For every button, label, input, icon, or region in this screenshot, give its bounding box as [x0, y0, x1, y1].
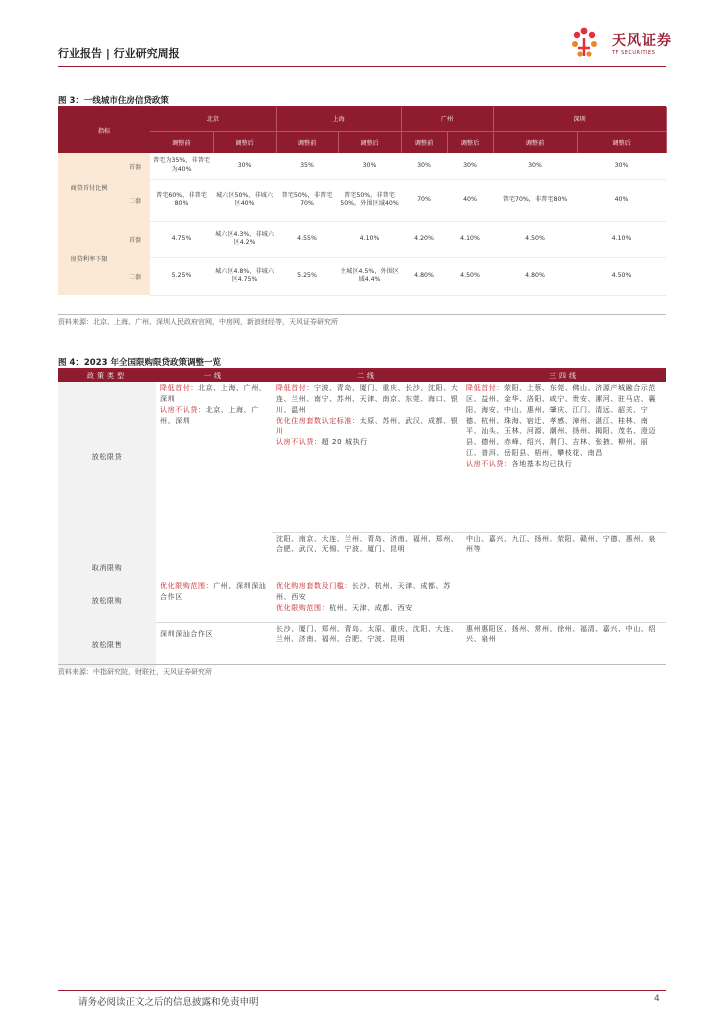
- policy-cities: 北京、上海、广州、深圳: [160, 384, 267, 403]
- table-cell: 4.50%: [447, 257, 493, 295]
- footer-divider: [58, 990, 666, 991]
- tier1-relax-loan: [156, 382, 272, 532]
- table-cell: 4.50%: [577, 257, 666, 295]
- policy-tag: 优化购房套数及门槛：: [276, 582, 352, 590]
- policy-cities: 沈阳、南京、大连、兰州、青岛、济南、福州、郑州、合肥、武汉、无锡、宁波、厦门、昆明: [276, 534, 459, 554]
- figure4-title: 图 4：2023 年全国限购限贷政策调整一览: [58, 358, 221, 368]
- policy-cities: 各地基本均已执行: [511, 459, 573, 468]
- after-header: 调整后: [213, 131, 276, 153]
- after-header: 调整后: [338, 131, 401, 153]
- before-header: 调整前: [401, 131, 447, 153]
- policy-cities: 长沙、厦门、郑州、青岛、太原、重庆、沈阳、大连、兰州、济南、福州、合肥、宁波、昆明: [276, 624, 459, 644]
- figure3-title: 图 3：一线城市住房信贷政策: [58, 96, 169, 106]
- table-cell: 4.10%: [577, 221, 666, 257]
- policy-tag: 认房不认贷：: [466, 459, 512, 468]
- policy-tag: 认房不认贷：: [276, 438, 322, 447]
- tier2-relax-purchase: [272, 580, 462, 622]
- figure4-table: [58, 370, 666, 668]
- header-tier3: 三四线: [462, 370, 666, 382]
- table-cell: 70%: [401, 179, 447, 221]
- policy-cities: 荥阳、上蔡、东莞、佛山、济源产城融合示范区、益州、金华、洛阳、咸宁、贵安、漯河、驻马店、襄阳、海安、中山、惠州、肇庆、江门、清远、韶关、宁德、杭州、珠海、宿迁、孝感、漳州、湛江、桂林、南平、汕头、玉林、河源、潮州、扬州、揭阳、茂名、澄迈县、德州、赤峰、绍兴、荆门、吉林、张掖、柳州、丽江、普洱、岳阳县、梧州、攀枝花、南昌: [466, 384, 656, 458]
- tier1-cancel-purchase: [156, 532, 272, 580]
- tier3-relax-purchase: [462, 580, 666, 622]
- policy-type-cancel-purchase: 取消限购: [58, 532, 156, 580]
- policy-cities: 超 20 城执行: [321, 438, 368, 447]
- table-cell: 4.80%: [401, 257, 447, 295]
- table-cell: 40%: [447, 179, 493, 221]
- header-policy-type: 政策类型: [58, 370, 156, 382]
- figure4-source: 资料来源：中指研究院，财联社，天风证券研究所: [58, 668, 212, 676]
- policy-cities: 太原、苏州、武汉、成都、银川: [276, 416, 459, 436]
- group-interest-rate: 房贷利率下限: [58, 221, 120, 295]
- policy-tag: 认房不认贷：: [160, 405, 206, 414]
- policy-type-relax-sale: 放松限售: [58, 622, 156, 668]
- city-header-guangzhou: 广州: [401, 107, 493, 131]
- report-header-title: 行业报告 | 行业研究周报: [58, 47, 180, 60]
- table-cell: 城六区4.8%，非城六区4.75%: [213, 257, 276, 295]
- table-cell: 4.50%: [493, 221, 577, 257]
- after-header: 调整后: [447, 131, 493, 153]
- table-cell: 30%: [213, 153, 276, 179]
- tier1-relax-sale: [156, 622, 272, 668]
- logo-subtitle: TF SECURITIES: [612, 50, 656, 56]
- before-header: 调整前: [493, 131, 577, 153]
- table-cell: 普宅50%，非普宅50%，外围区域40%: [338, 179, 401, 221]
- table-cell: 普宅50%，非普宅70%: [276, 179, 338, 221]
- policy-cities: 北京、上海、广州、深圳: [160, 405, 259, 425]
- policy-cities: 杭州、天津、成都、西安: [329, 603, 413, 612]
- policy-cities: 深圳深汕合作区: [160, 629, 214, 638]
- row-label-first: 首套: [120, 221, 150, 257]
- figure4-source-rule: [58, 664, 666, 665]
- table-cell: 主城区4.5%，外围区域4.4%: [338, 257, 401, 295]
- table-cell: 城六区4.3%，非城六区4.2%: [213, 221, 276, 257]
- table-cell: 城六区50%，非城六区40%: [213, 179, 276, 221]
- footer-disclaimer: 请务必阅读正文之后的信息披露和免责申明: [78, 997, 259, 1008]
- city-header-beijing: 北京: [150, 107, 276, 131]
- policy-tag: 优化限购范围：: [276, 603, 330, 612]
- header-divider: [58, 66, 666, 67]
- row-label-second: 二套: [120, 257, 150, 295]
- policy-cities: 中山、嘉兴、九江、扬州、荥阳、赣州、宁德、惠州、泉州等: [466, 534, 656, 554]
- table-cell: 4.10%: [447, 221, 493, 257]
- policy-cities: 惠州惠阳区、扬州、常州、徐州、福清、嘉兴、中山、绍兴、泉州: [466, 624, 656, 644]
- before-header: 调整前: [150, 131, 213, 153]
- policy-type-relax-purchase: 放松限购: [58, 580, 156, 622]
- tier3-relax-sale: [462, 622, 666, 668]
- policy-cities: 广州、深圳深汕合作区: [160, 582, 267, 601]
- policy-cities: 长沙、杭州、天津、成都、苏州、西安: [276, 582, 451, 601]
- table-cell: 30%: [401, 153, 447, 179]
- table-cell: 普宅为35%，非普宅为40%: [150, 153, 213, 179]
- table-cell: 4.75%: [150, 221, 213, 257]
- table-cell: 30%: [338, 153, 401, 179]
- header-tier2: 二线: [272, 370, 462, 382]
- policy-tag: 降低首付：: [160, 384, 198, 392]
- table-cell: 5.25%: [150, 257, 213, 295]
- city-header-shanghai: 上海: [276, 107, 401, 131]
- policy-type-relax-loan: 放松限贷: [58, 382, 156, 532]
- policy-tag: 降低首付：: [466, 384, 504, 392]
- tier3-cancel-purchase: [462, 532, 666, 580]
- index-header: 指标: [58, 107, 150, 153]
- table-cell: 30%: [447, 153, 493, 179]
- figure3-table: [58, 107, 667, 296]
- table-cell: 30%: [577, 153, 666, 179]
- tier2-cancel-purchase: [272, 532, 462, 580]
- tier2-relax-sale: [272, 622, 462, 668]
- row-label-second: 二套: [120, 179, 150, 221]
- table-cell: 30%: [493, 153, 577, 179]
- city-header-shenzhen: 深圳: [493, 107, 666, 131]
- after-header: 调整后: [577, 131, 666, 153]
- table-cell: 普宅70%，非普宅80%: [493, 179, 577, 221]
- table-cell: 5.25%: [276, 257, 338, 295]
- figure3-source: 资料来源：北京、上海、广州、深圳人民政府官网，中房网，新浪财经等，天风证券研究所: [58, 318, 338, 326]
- table-cell: 4.20%: [401, 221, 447, 257]
- tier2-relax-loan: [272, 382, 462, 532]
- before-header: 调整前: [276, 131, 338, 153]
- logo-wordmark: 天风证券: [612, 33, 672, 49]
- figure3-source-rule: [58, 314, 666, 315]
- group-downpayment: 商贷首付比例: [58, 153, 120, 221]
- header-tier1: 一线: [156, 370, 272, 382]
- table-cell: 普宅60%，非普宅80%: [150, 179, 213, 221]
- policy-cities: 宁波、青岛、厦门、重庆、长沙、沈阳、大连、兰州、南宁、苏州、天津、南京、东莞、海口、银川、温州: [276, 384, 459, 414]
- policy-tag: 降低首付：: [276, 384, 314, 392]
- page-number: 4: [654, 994, 660, 1004]
- policy-tag: 优化限购范围：: [160, 582, 214, 590]
- table-cell: 4.80%: [493, 257, 577, 295]
- tier3-relax-loan: [462, 382, 666, 532]
- table-cell: 4.55%: [276, 221, 338, 257]
- table-cell: 35%: [276, 153, 338, 179]
- table-cell: 40%: [577, 179, 666, 221]
- row-label-first: 首套: [120, 153, 150, 179]
- table-cell: 4.10%: [338, 221, 401, 257]
- tier1-relax-purchase: [156, 580, 272, 622]
- policy-tag: 优化住房套数认定标准：: [276, 416, 360, 425]
